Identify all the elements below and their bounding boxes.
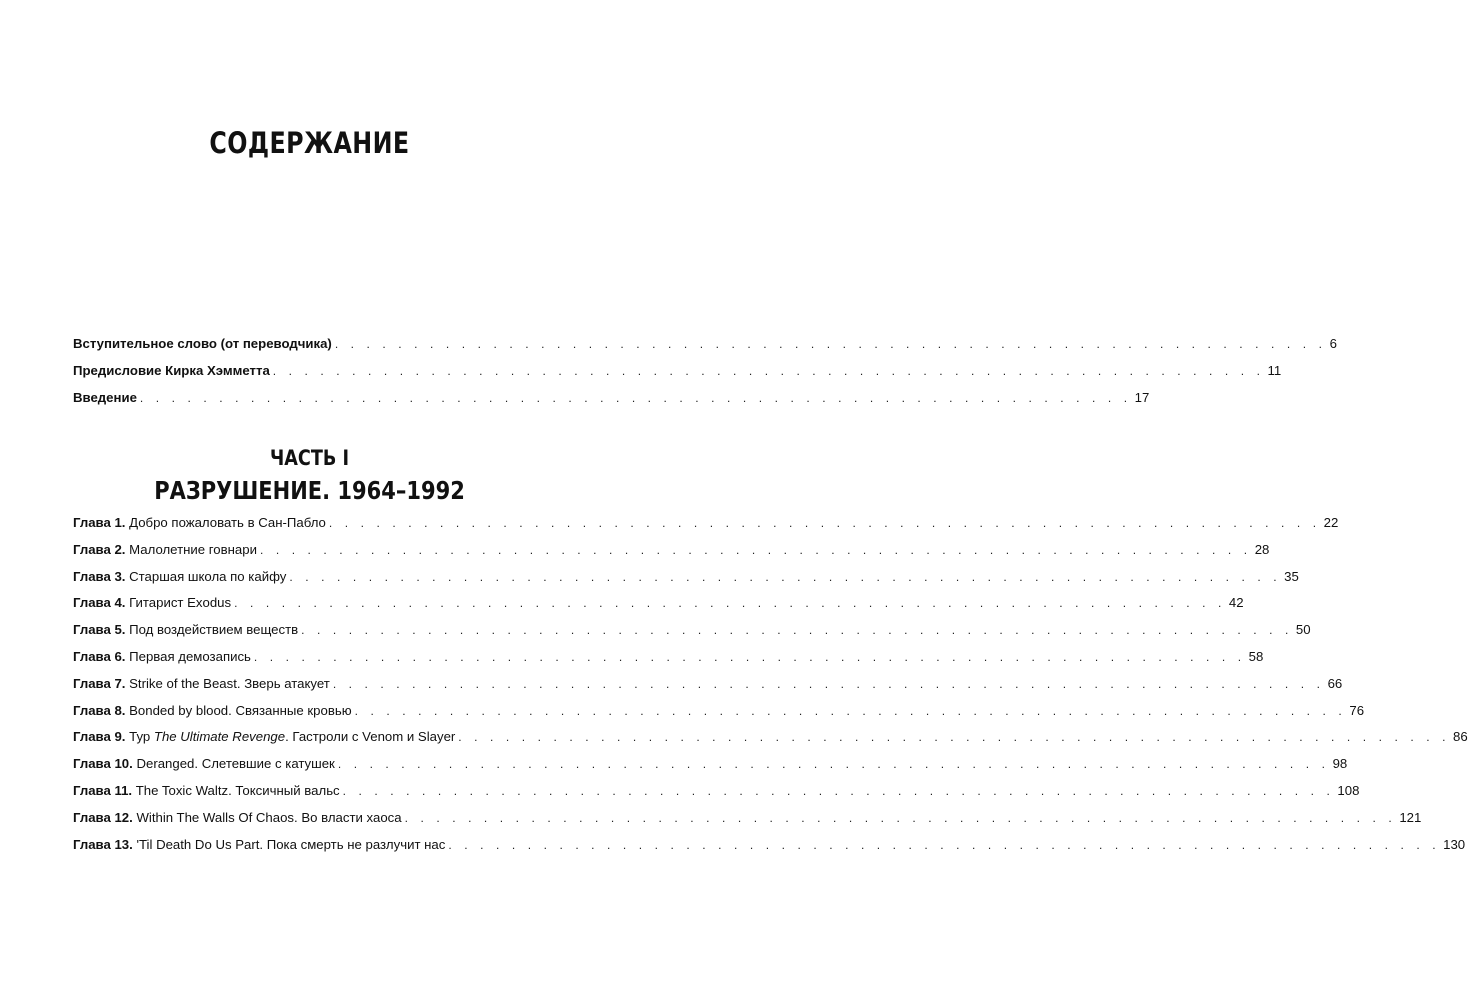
chapter-title-part: . Гастроли с Venom и Slayer — [285, 729, 456, 745]
dot-leader: . . . . . . . . . . . . . . . . . . . . . . . . . . . . . . . . . . . . . . . . . . . . . . . . . . . . . . . . . . . . . . . — [253, 649, 1246, 664]
chapter-prefix: Глава 10. — [73, 756, 133, 772]
chapter-page-number: 35 — [1284, 568, 1299, 584]
chapter-label — [73, 783, 340, 798]
dot-leader: . . . . . . . . . . . . . . . . . . . . . . . . . . . . . . . . . . . . . . . . . . . . . . . . . . . . . . . . . . . . . . . — [342, 783, 1335, 798]
chapter-page-number: 86 — [1453, 729, 1468, 745]
toc-entry[interactable] — [73, 362, 1282, 390]
dot-leader: . . . . . . . . . . . . . . . . . . . . . . . . . . . . . . . . . . . . . . . . . . . . . . . . . . . . . . . . . . . . . . . — [272, 363, 1265, 378]
chapter-prefix: Глава 5. — [73, 622, 126, 638]
chapter-title: Strike of the Beast. Зверь атакует — [125, 675, 330, 691]
chapter-title-italic: The Ultimate Revenge — [153, 729, 286, 745]
chapter-prefix: Глава 9. — [73, 729, 126, 745]
chapter-prefix: Глава 2. — [73, 541, 126, 557]
dot-leader: . . . . . . . . . . . . . . . . . . . . . . . . . . . . . . . . . . . . . . . . . . . . . . . . . . . . . . . . . . . . . . . — [259, 542, 1252, 557]
toc-entry-label: Предисловие Кирка Хэмметта — [73, 362, 270, 378]
toc-entry-label: Введение — [73, 389, 137, 405]
chapter-title: Within The Walls Of Chaos. Во власти хаоса — [132, 809, 402, 825]
chapter-prefix: Глава 13. — [73, 836, 133, 852]
chapter-page-number: 76 — [1349, 702, 1365, 718]
chapter-entry[interactable] — [73, 782, 1360, 810]
chapter-page-number: 50 — [1295, 622, 1311, 638]
chapter-title: Deranged. Слетевшие с катушек — [132, 756, 335, 772]
chapter-label — [73, 729, 455, 744]
chapter-title: 'Til Death Do Us Part. Пока смерть не разлучит нас — [132, 836, 446, 852]
chapter-entry[interactable] — [73, 702, 1365, 730]
dot-leader: . . . . . . . . . . . . . . . . . . . . . . . . . . . . . . . . . . . . . . . . . . . . . . . . . . . . . . . . . . . . . . . — [301, 623, 1293, 638]
part-number-heading: ЧАСТЬ I — [269, 446, 350, 470]
chapter-page-number: 58 — [1248, 648, 1264, 664]
dot-leader: . . . . . . . . . . . . . . . . . . . . . . . . . . . . . . . . . . . . . . . . . . . . . . . . . . . . . . . . . . . . . . . — [334, 337, 1327, 351]
chapter-label — [73, 649, 251, 664]
dot-leader: . . . . . . . . . . . . . . . . . . . . . . . . . . . . . . . . . . . . . . . . . . . . . . . . . . . . . . . . . . . . . . . — [332, 676, 1325, 691]
chapter-prefix: Глава 7. — [73, 675, 126, 691]
dot-leader: . . . . . . . . . . . . . . . . . . . . . . . . . . . . . . . . . . . . . . . . . . . . . . . . . . . . . . . . . . . . . . . — [139, 390, 1132, 405]
chapter-title: Добро пожаловать в Сан-Пабло — [125, 515, 326, 530]
chapter-entry[interactable] — [73, 648, 1264, 676]
dot-leader: . . . . . . . . . . . . . . . . . . . . . . . . . . . . . . . . . . . . . . . . . . . . . . . . . . . . . . . . . . . . . . . — [234, 596, 1226, 611]
toc-page-number: 6 — [1329, 336, 1337, 351]
chapter-entry[interactable] — [73, 541, 1270, 569]
chapter-title: Bonded by blood. Связанные кровью — [125, 702, 352, 718]
chapter-title: Под воздействием веществ — [125, 622, 299, 638]
chapter-label — [73, 837, 445, 852]
chapter-entry[interactable] — [73, 568, 1299, 596]
chapter-entry[interactable] — [73, 809, 1422, 837]
chapter-label — [73, 810, 402, 825]
chapter-page-number: 22 — [1323, 515, 1339, 530]
dot-leader: . . . . . . . . . . . . . . . . . . . . . . . . . . . . . . . . . . . . . . . . . . . . . . . . . . . . . . . . . . . . . . . — [458, 730, 1451, 745]
toc-entry[interactable] — [73, 389, 1150, 417]
dot-leader: . . . . . . . . . . . . . . . . . . . . . . . . . . . . . . . . . . . . . . . . . . . . . . . . . . . . . . . . . . . . . . . — [354, 703, 1347, 718]
chapter-entry[interactable] — [73, 622, 1311, 649]
toc-entry[interactable] — [73, 336, 1337, 363]
chapter-label — [73, 703, 352, 718]
chapter-prefix: Глава 8. — [73, 702, 126, 718]
chapter-list — [73, 515, 1468, 863]
chapter-title: Старшая школа по кайфу — [125, 568, 287, 584]
chapter-page-number: 28 — [1254, 541, 1270, 557]
dot-leader: . . . . . . . . . . . . . . . . . . . . . . . . . . . . . . . . . . . . . . . . . . . . . . . . . . . . . . . . . . . . . . . — [337, 757, 1330, 772]
chapter-title: The Toxic Waltz. Токсичный вальс — [132, 782, 340, 798]
part-title-heading: РАЗРУШЕНИЕ. 1964–1992 — [154, 476, 465, 505]
chapter-page-number: 130 — [1443, 836, 1466, 852]
chapter-page-number: 42 — [1228, 595, 1244, 611]
chapter-prefix: Глава 3. — [73, 568, 126, 584]
chapter-entry[interactable] — [73, 836, 1466, 864]
chapter-entry[interactable] — [73, 729, 1468, 756]
chapter-prefix: Глава 1. — [73, 515, 126, 530]
chapter-page-number: 98 — [1332, 756, 1348, 772]
chapter-page-number: 108 — [1337, 782, 1360, 798]
toc-page-number: 17 — [1134, 389, 1150, 405]
page-title: СОДЕРЖАНИЕ — [209, 126, 410, 160]
chapter-label — [73, 756, 335, 771]
dot-leader: . . . . . . . . . . . . . . . . . . . . . . . . . . . . . . . . . . . . . . . . . . . . . . . . . . . . . . . . . . . . . . . — [404, 810, 1397, 825]
chapter-label — [73, 569, 286, 584]
chapter-label — [73, 542, 257, 557]
chapter-prefix: Глава 6. — [73, 648, 126, 664]
chapter-label — [73, 676, 330, 691]
dot-leader: . . . . . . . . . . . . . . . . . . . . . . . . . . . . . . . . . . . . . . . . . . . . . . . . . . . . . . . . . . . . . . . — [289, 569, 1282, 584]
chapter-entry[interactable] — [73, 515, 1339, 542]
chapter-title: Первая демозапись — [125, 648, 251, 664]
chapter-prefix: Глава 11. — [73, 782, 133, 798]
chapter-title: Гитарист Exodus — [125, 595, 232, 611]
chapter-page-number: 121 — [1399, 809, 1422, 825]
toc-entry-label: Вступительное слово (от переводчика) — [73, 336, 332, 351]
chapter-entry[interactable] — [73, 756, 1348, 783]
chapter-title-part: Тур — [125, 729, 154, 745]
chapter-entry[interactable] — [73, 675, 1343, 703]
chapter-label — [73, 622, 298, 637]
chapter-page-number: 66 — [1327, 675, 1343, 691]
chapter-prefix: Глава 12. — [73, 809, 133, 825]
intro-entries-list — [73, 336, 1337, 416]
chapter-prefix: Глава 4. — [73, 595, 126, 611]
toc-page-number: 11 — [1267, 362, 1282, 378]
chapter-entry[interactable] — [73, 595, 1244, 622]
dot-leader: . . . . . . . . . . . . . . . . . . . . . . . . . . . . . . . . . . . . . . . . . . . . . . . . . . . . . . . . . . . . . . . — [328, 516, 1321, 530]
chapter-title: Малолетние говнари — [125, 541, 257, 557]
chapter-label — [73, 595, 231, 610]
chapter-label — [73, 515, 326, 530]
dot-leader: . . . . . . . . . . . . . . . . . . . . . . . . . . . . . . . . . . . . . . . . . . . . . . . . . . . . . . . . . . . . . . . — [448, 837, 1441, 852]
